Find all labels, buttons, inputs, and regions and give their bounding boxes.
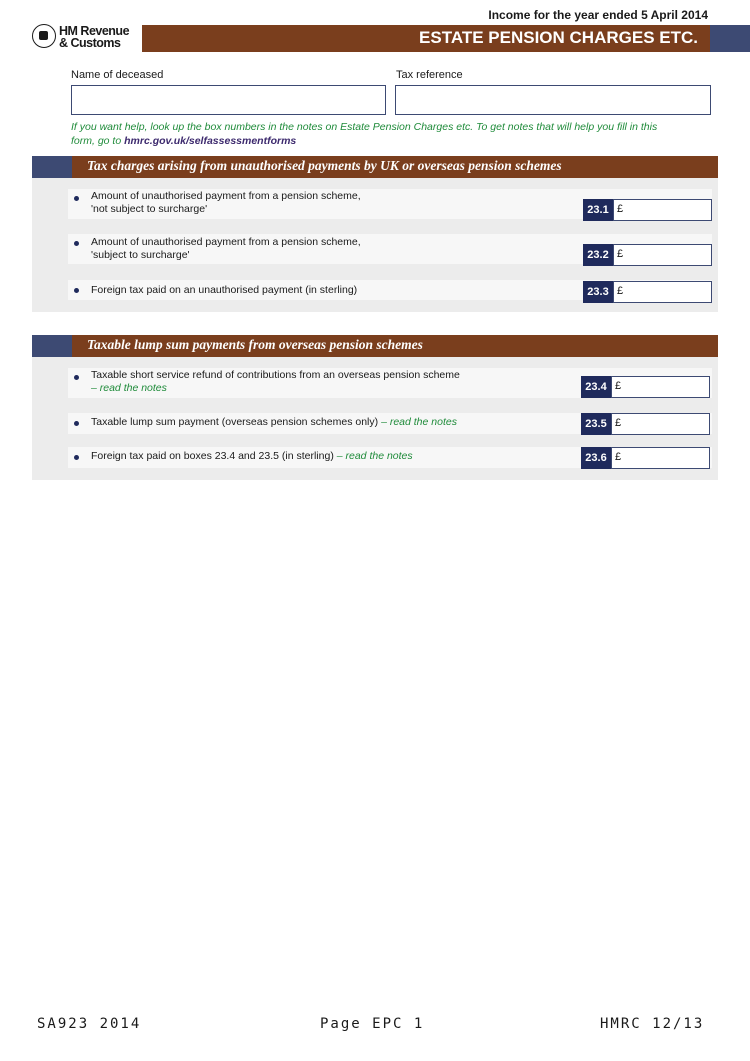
question-text: [91, 369, 561, 395]
box-number: 23.4: [581, 376, 611, 398]
section-title: Tax charges arising from unauthorised payments by UK or overseas pension schemes: [87, 158, 562, 173]
pound-sign: £: [617, 203, 624, 215]
heading-accent: [32, 335, 72, 357]
tax-reference-label: Tax reference: [396, 69, 463, 81]
amount-field[interactable]: [613, 244, 712, 266]
name-of-deceased-field[interactable]: [71, 85, 386, 115]
question-line: Foreign tax paid on boxes 23.4 and 23.5 (in sterling): [91, 450, 334, 462]
amount-field[interactable]: [611, 447, 710, 469]
logo-text-line2: & Customs: [59, 36, 121, 50]
amount-field[interactable]: [611, 376, 710, 398]
box-number: 23.6: [581, 447, 611, 469]
bullet-icon: [74, 375, 79, 380]
amount-field[interactable]: [613, 199, 712, 221]
bullet-icon: [74, 241, 79, 246]
help-text-body: If you want help, look up the box numbers in the notes on Estate Pension Charges etc. To get notes that will help you fill in this form, go to: [71, 121, 658, 147]
question-line: Amount of unauthorised payment from a pension scheme,: [91, 236, 361, 248]
pound-sign: £: [615, 417, 622, 429]
box-number: 23.2: [583, 244, 613, 266]
bullet-icon: [74, 196, 79, 201]
question-line: Taxable short service refund of contributions from an overseas pension scheme: [91, 369, 460, 381]
section-title: Taxable lump sum payments from overseas pension schemes: [87, 337, 423, 352]
bullet-icon: [74, 288, 79, 293]
box-number: 23.3: [583, 281, 613, 303]
title-accent-block: [710, 25, 750, 52]
question-text: [91, 450, 561, 463]
help-link[interactable]: hmrc.gov.uk/selfassessmentforms: [124, 135, 297, 147]
list-item: [68, 280, 712, 300]
question-text: Foreign tax paid on an unauthorised payment (in sterling): [91, 284, 358, 296]
tax-year-text: Income for the year ended 5 April 2014: [488, 8, 708, 22]
hmrc-logo: [32, 24, 142, 52]
read-notes-hint: – read the notes: [381, 416, 457, 428]
read-notes-hint: – read the notes: [336, 450, 413, 462]
help-text: [71, 120, 681, 148]
name-of-deceased-label: Name of deceased: [71, 69, 164, 81]
logo-text-line1: HM Revenue: [59, 24, 130, 38]
bullet-icon: [74, 421, 79, 426]
form-version: HMRC 12/13: [600, 1016, 705, 1032]
amount-field[interactable]: [613, 281, 712, 303]
bullet-icon: [74, 455, 79, 460]
list-item: [68, 413, 712, 434]
question-text: [91, 190, 531, 216]
question-line: Amount of unauthorised payment from a pension scheme,: [91, 190, 361, 202]
form-title-bar: [142, 25, 710, 52]
crown-crest-icon: [32, 24, 56, 48]
amount-field[interactable]: [611, 413, 710, 435]
question-text: [91, 416, 561, 429]
list-item: [68, 234, 712, 264]
heading-accent: [32, 156, 72, 178]
question-line: 'not subject to surcharge': [91, 203, 208, 215]
list-item: [68, 189, 712, 219]
question-line: 'subject to surcharge': [91, 249, 190, 261]
section-heading-bar: [32, 156, 718, 178]
section-heading-bar: [32, 335, 718, 357]
pound-sign: £: [617, 285, 624, 297]
box-number: 23.1: [583, 199, 613, 221]
form-code: SA923 2014: [37, 1016, 142, 1032]
list-item: [68, 447, 712, 468]
question-text: [91, 236, 531, 262]
list-item: [68, 368, 712, 398]
read-notes-hint: – read the notes: [91, 382, 167, 394]
pound-sign: £: [615, 451, 622, 463]
question-line: Taxable lump sum payment (overseas pension schemes only): [91, 416, 379, 428]
pound-sign: £: [617, 248, 624, 260]
form-title: ESTATE PENSION CHARGES ETC.: [419, 28, 698, 47]
page-number: Page EPC 1: [320, 1016, 425, 1032]
box-number: 23.5: [581, 413, 611, 435]
tax-reference-field[interactable]: [395, 85, 711, 115]
pound-sign: £: [615, 380, 622, 392]
